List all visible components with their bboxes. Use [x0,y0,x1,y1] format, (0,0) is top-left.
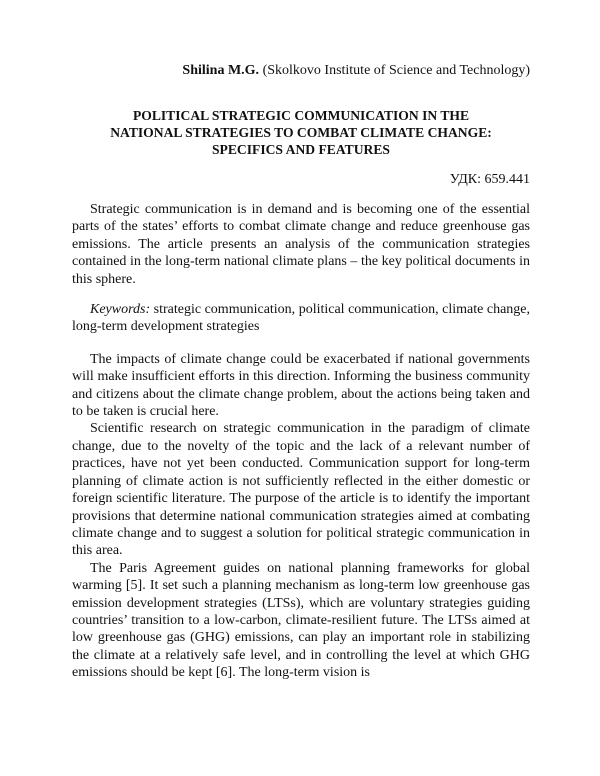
title-line-1: POLITICAL STRATEGIC COMMUNICATION IN THE [132,108,470,123]
title-line-2: NATIONAL STRATEGIES TO COMBAT CLIMATE CHANGE: [110,125,492,140]
keywords-paragraph [72,301,530,336]
title-line-3: SPECIFICS AND FEATURES [211,142,390,157]
keywords-text: strategic communication, political communication, climate change, long-term development strategies [72,302,531,335]
keywords-label: Keywords: [90,302,151,318]
abstract-paragraph: Strategic communication is in demand and is becoming one of the essential parts of the states’ efforts to combat climate change and reduce greenhouse gas emissions. The article presents an analysis of the communication strategies contained in the long-term national climate plans – the key political documents in this sphere. [72,202,530,287]
udk-code: УДК: 659.441 [449,172,530,187]
body-paragraph-1: The impacts of climate change could be exacerbated if national governments will make insufficient efforts in this direction. Informing the business community and citizens about the climate change problem, about the actions being taken and to be taken is crucial here. [72,351,530,420]
author-byline [72,62,530,80]
article-title [72,107,530,158]
author-affiliation: (Skolkovo Institute of Science and Technology) [262,63,530,78]
body-paragraph-3: The Paris Agreement guides on national planning frameworks for global warming [5]. It set such a planning mechanism as long-term low greenhouse gas emission development strategies (LTSs), which are voluntary strategies guiding countries’ transition to a low-carbon, climate-resilient future. The LTSs aimed at low greenhouse gas (GHG) emissions, can play an important role in stabilizing the climate at a relatively safe level, and in controlling the level at which GHG emissions should be kept [6]. The long-term vision is [72,560,530,681]
document-page [72,62,530,682]
body-paragraph-2: Scientific research on strategic communication in the paradigm of climate change, due to the novelty of the topic and the lack of a relevant number of practices, have not yet been conducted. Communication support for long-term planning of climate action is not sufficiently reflected in the either domestic or foreign scientific literature. The purpose of the article is to identify the important provisions that determine national communication strategies aimed at combating climate change and to suggest a solution for political strategic communication in this area. [72,421,530,559]
author-name: Shilina M.G. [182,63,260,78]
